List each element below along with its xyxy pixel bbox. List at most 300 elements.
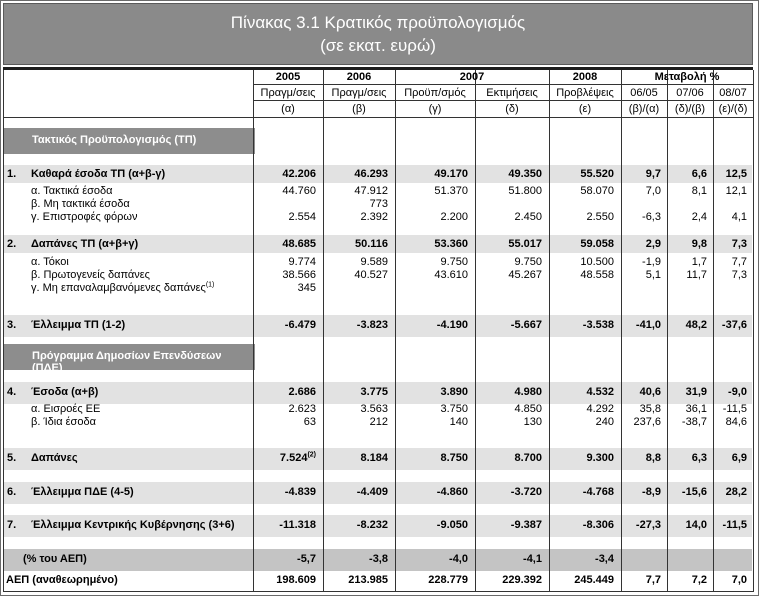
value-text: 8.700 bbox=[514, 452, 542, 464]
value-text: 14,0 bbox=[685, 519, 707, 531]
row-value bbox=[253, 269, 316, 282]
row-label bbox=[31, 211, 137, 224]
value-text: 51.370 bbox=[434, 185, 468, 197]
row-value bbox=[621, 319, 661, 332]
table-left-border bbox=[3, 70, 4, 592]
row-value bbox=[713, 185, 747, 198]
value-text: 40.527 bbox=[354, 269, 388, 281]
value-text: 7.524 bbox=[279, 452, 308, 464]
value-text: 140 bbox=[449, 416, 468, 428]
value-text: -6,3 bbox=[642, 211, 661, 223]
header-sub: 08/07 bbox=[719, 87, 747, 99]
value-text: -3.720 bbox=[510, 486, 542, 498]
row-value bbox=[621, 519, 661, 532]
header-letter: (β)/(α) bbox=[628, 103, 660, 115]
row-label-text: Έλλειμμα Κεντρικής Κυβέρνησης (3+6) bbox=[31, 519, 235, 531]
row-label bbox=[31, 168, 165, 181]
row-value bbox=[549, 238, 614, 251]
row-label bbox=[31, 256, 69, 269]
value-text: 2.550 bbox=[586, 211, 614, 223]
value-text: -11,5 bbox=[722, 403, 747, 415]
header-year: Μεταβολή % bbox=[654, 71, 720, 83]
value-text: -5,7 bbox=[297, 553, 316, 565]
value-text: 8.184 bbox=[360, 452, 388, 464]
value-text: 4,1 bbox=[731, 211, 747, 223]
value-text: 63 bbox=[303, 416, 316, 428]
row-value bbox=[713, 574, 747, 587]
row-value bbox=[323, 574, 388, 587]
row-value bbox=[253, 211, 316, 224]
row-label bbox=[6, 574, 118, 587]
value-text: 48.558 bbox=[580, 269, 614, 281]
value-text: -11,5 bbox=[722, 519, 747, 531]
row-label-text: Έλλειμμα ΤΠ (1-2) bbox=[31, 319, 126, 331]
value-text: 4.292 bbox=[586, 403, 614, 415]
row-number: 7. bbox=[7, 519, 17, 531]
value-text: 4.980 bbox=[514, 386, 542, 398]
value-text: 7,7 bbox=[645, 574, 661, 586]
value-text: 245.449 bbox=[574, 574, 614, 586]
row-label bbox=[31, 185, 113, 198]
row-value bbox=[323, 238, 388, 251]
value-text: 84,6 bbox=[725, 416, 747, 428]
value-text: 228.779 bbox=[428, 574, 468, 586]
value-text: -27,3 bbox=[635, 519, 661, 531]
value-text: -4,1 bbox=[523, 553, 542, 565]
row-value bbox=[395, 386, 468, 399]
row-value bbox=[667, 386, 707, 399]
value-text: -3.538 bbox=[582, 319, 614, 331]
value-text: 4.532 bbox=[586, 386, 614, 398]
row-number: 4. bbox=[7, 386, 17, 398]
row-label-text: ΑΕΠ (αναθεωρημένο) bbox=[6, 574, 118, 586]
budget-table bbox=[3, 70, 753, 592]
value-text: 7,3 bbox=[731, 238, 747, 250]
header-sub: Προβλέψεις bbox=[556, 87, 614, 99]
row-value bbox=[621, 416, 661, 429]
row-value bbox=[549, 486, 614, 499]
row-label bbox=[31, 486, 134, 499]
row-value bbox=[549, 269, 614, 282]
value-text: 2.450 bbox=[514, 211, 542, 223]
row-value bbox=[667, 416, 707, 429]
row-value bbox=[475, 416, 542, 429]
header-bottom-line bbox=[3, 117, 753, 118]
row-label bbox=[31, 198, 130, 211]
row-label-text: γ. Επιστροφές φόρων bbox=[31, 211, 138, 223]
row-value bbox=[395, 452, 468, 465]
value-text: -38,7 bbox=[681, 416, 707, 428]
row-label-text: β. Πρωτογενείς δαπάνες bbox=[31, 269, 150, 281]
row-value bbox=[667, 319, 707, 332]
row-value bbox=[475, 185, 542, 198]
value-text: 213.985 bbox=[348, 574, 388, 586]
value-text: 2,9 bbox=[645, 238, 661, 250]
row-value bbox=[395, 256, 468, 269]
value-text: -8.232 bbox=[356, 519, 388, 531]
row-label-text: α. Εισροές ΕΕ bbox=[31, 403, 101, 415]
value-text: 35,8 bbox=[639, 403, 661, 415]
value-text: -9,0 bbox=[728, 386, 747, 398]
row-value bbox=[549, 519, 614, 532]
value-text: 212 bbox=[369, 416, 388, 428]
row-value bbox=[323, 256, 388, 269]
row-label bbox=[31, 238, 138, 251]
row-value bbox=[323, 553, 388, 566]
row-value bbox=[713, 452, 747, 465]
value-text: 5,1 bbox=[645, 269, 661, 281]
row-label bbox=[31, 416, 96, 429]
value-text: 240 bbox=[595, 416, 614, 428]
row-value bbox=[395, 574, 468, 587]
value-text: 9,7 bbox=[645, 168, 661, 180]
row-label-text: Έσοδα (α+β) bbox=[31, 386, 99, 398]
value-text: 3.890 bbox=[440, 386, 468, 398]
value-text: 12,1 bbox=[725, 185, 747, 197]
value-text: 12,5 bbox=[725, 168, 747, 180]
section-label-tp: Τακτικός Προϋπολογισμός (ΤΠ) bbox=[32, 134, 197, 146]
table-subtitle: (σε εκατ. ευρώ) bbox=[320, 36, 436, 55]
row-value bbox=[395, 519, 468, 532]
row-value bbox=[667, 211, 707, 224]
row-value bbox=[667, 256, 707, 269]
value-text: -4.190 bbox=[436, 319, 468, 331]
value-text: 6,9 bbox=[731, 452, 747, 464]
value-text: 59.058 bbox=[580, 238, 614, 250]
value-text: 2.623 bbox=[288, 403, 316, 415]
row-value bbox=[395, 168, 468, 181]
header-line bbox=[253, 84, 753, 85]
column-divider bbox=[753, 70, 754, 592]
row-label-text: β. Μη τακτικά έσοδα bbox=[31, 198, 130, 210]
row-value bbox=[475, 319, 542, 332]
value-text: -3.823 bbox=[356, 319, 388, 331]
value-text: 198.609 bbox=[276, 574, 316, 586]
row-value bbox=[713, 403, 747, 416]
row-value bbox=[667, 574, 707, 587]
header-line bbox=[253, 100, 753, 101]
row-value bbox=[667, 403, 707, 416]
row-value bbox=[323, 486, 388, 499]
row-number: 2. bbox=[7, 238, 17, 250]
value-text: 2.686 bbox=[288, 386, 316, 398]
row-label bbox=[31, 386, 98, 399]
row-value bbox=[549, 168, 614, 181]
row-value bbox=[323, 211, 388, 224]
row-value bbox=[667, 519, 707, 532]
value-text: 7,0 bbox=[731, 574, 747, 586]
value-text: 9.589 bbox=[360, 256, 388, 268]
header-letter: (δ)/(β) bbox=[674, 103, 706, 115]
value-text: -5.667 bbox=[510, 319, 542, 331]
row-label bbox=[31, 519, 235, 532]
row-value bbox=[395, 238, 468, 251]
row-value bbox=[253, 452, 316, 465]
value-text: 48,2 bbox=[685, 319, 707, 331]
value-text: 36,1 bbox=[685, 403, 707, 415]
value-text: 2.200 bbox=[440, 211, 468, 223]
table-bottom-line bbox=[3, 591, 753, 592]
header-year: 2007 bbox=[459, 71, 485, 83]
header-letter: (β) bbox=[352, 103, 366, 115]
row-value bbox=[621, 574, 661, 587]
value-text: -9.050 bbox=[436, 519, 468, 531]
row-label bbox=[31, 282, 214, 295]
row-value bbox=[253, 185, 316, 198]
value-text: -4.860 bbox=[436, 486, 468, 498]
value-text: 9.750 bbox=[514, 256, 542, 268]
value-text: -9.387 bbox=[510, 519, 542, 531]
row-label bbox=[31, 403, 100, 416]
header-sub: 06/05 bbox=[630, 87, 658, 99]
row-value bbox=[323, 168, 388, 181]
row-value bbox=[475, 238, 542, 251]
row-value bbox=[667, 486, 707, 499]
value-text: 51.800 bbox=[508, 185, 542, 197]
row-value bbox=[395, 553, 468, 566]
value-text: -8,9 bbox=[642, 486, 661, 498]
value-text: 11,7 bbox=[686, 269, 707, 281]
header-sub: Πραγμ/σεις bbox=[260, 87, 316, 99]
value-text: 7,2 bbox=[691, 574, 707, 586]
row-value bbox=[621, 168, 661, 181]
row-value bbox=[621, 452, 661, 465]
value-text: -4.839 bbox=[284, 486, 316, 498]
value-text: 48.685 bbox=[282, 238, 316, 250]
value-text: 53.360 bbox=[434, 238, 468, 250]
footnote-marker: (1) bbox=[205, 281, 215, 289]
header-sub: 07/06 bbox=[676, 87, 704, 99]
row-value bbox=[323, 198, 388, 211]
value-text: 130 bbox=[523, 416, 542, 428]
section-label-pde: Πρόγραμμα Δημοσίων Επενδύσεων (ΠΔΕ) bbox=[32, 350, 222, 374]
row-value bbox=[323, 319, 388, 332]
section-bar-tp bbox=[4, 128, 255, 154]
row-value bbox=[253, 282, 316, 295]
row-value bbox=[621, 386, 661, 399]
row-value bbox=[323, 416, 388, 429]
row-value bbox=[713, 168, 747, 181]
value-text: 3.563 bbox=[360, 403, 388, 415]
value-text: -8.306 bbox=[582, 519, 614, 531]
value-text: 7,7 bbox=[731, 256, 747, 268]
value-text: 49.350 bbox=[508, 168, 542, 180]
header-sub: Πραγμ/σεις bbox=[331, 87, 387, 99]
row-value bbox=[323, 185, 388, 198]
row-value bbox=[549, 403, 614, 416]
header-letter: (ε) bbox=[578, 103, 592, 115]
row-value bbox=[323, 269, 388, 282]
row-value bbox=[621, 185, 661, 198]
row-label-text: α. Τόκοι bbox=[31, 256, 69, 268]
row-value bbox=[549, 256, 614, 269]
row-value bbox=[475, 211, 542, 224]
row-value bbox=[713, 519, 747, 532]
value-text: 58.070 bbox=[580, 185, 614, 197]
value-text: 31,9 bbox=[685, 386, 707, 398]
value-text: 345 bbox=[297, 282, 316, 294]
header-letter: (α) bbox=[281, 103, 295, 115]
row-value bbox=[621, 269, 661, 282]
row-value bbox=[713, 269, 747, 282]
row-value bbox=[549, 386, 614, 399]
row-value bbox=[549, 574, 614, 587]
value-text: 8.750 bbox=[440, 452, 468, 464]
row-value bbox=[549, 211, 614, 224]
row-value bbox=[621, 238, 661, 251]
row-value bbox=[253, 574, 316, 587]
row-value bbox=[253, 403, 316, 416]
value-text: 2.392 bbox=[360, 211, 388, 223]
row-value bbox=[395, 416, 468, 429]
row-label-text: β. Ίδια έσοδα bbox=[31, 416, 96, 428]
header-sub: Προϋπ/σμός bbox=[404, 87, 466, 99]
row-value bbox=[395, 211, 468, 224]
value-text: -1,9 bbox=[642, 256, 661, 268]
row-value bbox=[253, 319, 316, 332]
row-value bbox=[253, 238, 316, 251]
row-value bbox=[395, 403, 468, 416]
value-text: 46.293 bbox=[354, 168, 388, 180]
value-text: 8,1 bbox=[691, 185, 707, 197]
header-letter: (ε)/(δ) bbox=[718, 103, 748, 115]
row-value bbox=[323, 403, 388, 416]
value-text: 2.554 bbox=[288, 211, 316, 223]
value-text: -3,8 bbox=[369, 553, 388, 565]
row-number: 5. bbox=[7, 452, 17, 464]
row-number: 3. bbox=[7, 319, 17, 331]
value-text: 9.300 bbox=[586, 452, 614, 464]
row-number: 1. bbox=[7, 168, 17, 180]
row-value bbox=[475, 452, 542, 465]
row-value bbox=[323, 519, 388, 532]
row-value bbox=[475, 168, 542, 181]
value-text: 237,6 bbox=[633, 416, 661, 428]
value-text: 9.750 bbox=[440, 256, 468, 268]
row-value bbox=[713, 238, 747, 251]
row-value bbox=[621, 211, 661, 224]
row-label-text: Καθαρά έσοδα ΤΠ (α+β-γ) bbox=[31, 168, 166, 180]
row-value bbox=[621, 403, 661, 416]
value-text: -11.318 bbox=[279, 519, 316, 531]
value-text: 7,0 bbox=[645, 185, 661, 197]
row-label-text: γ. Μη επαναλαμβανόμενες δαπάνες bbox=[31, 282, 206, 294]
value-text: 10.500 bbox=[580, 256, 614, 268]
row-value bbox=[549, 553, 614, 566]
row-value bbox=[549, 452, 614, 465]
row-value bbox=[713, 256, 747, 269]
row-label-text: (% του ΑΕΠ) bbox=[23, 553, 87, 565]
row-value bbox=[549, 416, 614, 429]
value-text: 2,4 bbox=[691, 211, 707, 223]
row-value bbox=[713, 211, 747, 224]
header-letter: (δ) bbox=[505, 103, 519, 115]
value-text: -37,6 bbox=[721, 319, 747, 331]
value-text: 773 bbox=[369, 198, 388, 210]
row-value bbox=[621, 256, 661, 269]
row-value bbox=[549, 319, 614, 332]
row-value bbox=[475, 574, 542, 587]
row-value bbox=[667, 168, 707, 181]
row-number: 6. bbox=[7, 486, 17, 498]
value-text: 4.850 bbox=[514, 403, 542, 415]
row-value bbox=[253, 553, 316, 566]
value-text: -3,4 bbox=[595, 553, 614, 565]
value-text: -4.409 bbox=[356, 486, 388, 498]
row-value bbox=[395, 269, 468, 282]
row-value bbox=[253, 519, 316, 532]
row-value bbox=[395, 486, 468, 499]
row-value bbox=[475, 269, 542, 282]
value-text: -6.479 bbox=[284, 319, 316, 331]
row-value bbox=[667, 269, 707, 282]
value-text: 3.750 bbox=[440, 403, 468, 415]
value-text: 1,7 bbox=[691, 256, 707, 268]
value-text: 50.116 bbox=[354, 238, 388, 250]
value-text: 43.610 bbox=[434, 269, 468, 281]
row-value bbox=[667, 238, 707, 251]
value-text: 47.912 bbox=[354, 185, 388, 197]
table-title-box bbox=[3, 3, 753, 65]
value-text: -4.768 bbox=[582, 486, 614, 498]
value-text: 229.392 bbox=[502, 574, 542, 586]
value-text: 40,6 bbox=[639, 386, 661, 398]
row-label-text: α. Τακτικά έσοδα bbox=[31, 185, 113, 197]
value-text: 6,3 bbox=[691, 452, 707, 464]
row-value bbox=[475, 403, 542, 416]
row-label bbox=[23, 553, 87, 566]
value-text: 44.760 bbox=[282, 185, 316, 197]
row-value bbox=[475, 519, 542, 532]
row-value bbox=[475, 256, 542, 269]
row-value bbox=[253, 168, 316, 181]
header-letter: (γ) bbox=[428, 103, 442, 115]
value-text: -41,0 bbox=[635, 319, 661, 331]
value-text: 9.774 bbox=[288, 256, 316, 268]
row-value bbox=[713, 486, 747, 499]
value-text: 38.566 bbox=[282, 269, 316, 281]
header-year: 2005 bbox=[275, 71, 301, 83]
value-text: 49.170 bbox=[434, 168, 468, 180]
row-value bbox=[549, 185, 614, 198]
row-value bbox=[253, 486, 316, 499]
row-value bbox=[395, 319, 468, 332]
header-sub: Εκτιμήσεις bbox=[486, 87, 538, 99]
row-label bbox=[31, 319, 125, 332]
value-text: -4,0 bbox=[449, 553, 468, 565]
row-label bbox=[31, 269, 150, 282]
row-value bbox=[253, 416, 316, 429]
row-value bbox=[395, 185, 468, 198]
value-text: 3.775 bbox=[360, 386, 388, 398]
value-text: 45.267 bbox=[508, 269, 542, 281]
value-text: 6,6 bbox=[691, 168, 707, 180]
row-value bbox=[475, 386, 542, 399]
row-label-text: Δαπάνες bbox=[31, 452, 78, 464]
row-value bbox=[621, 486, 661, 499]
row-value bbox=[713, 416, 747, 429]
value-text: 42.206 bbox=[282, 168, 316, 180]
value-text: -15,6 bbox=[681, 486, 707, 498]
value-text: 7,3 bbox=[731, 269, 747, 281]
row-label bbox=[31, 452, 78, 465]
footnote-marker: (2) bbox=[307, 451, 316, 459]
value-text: 9,8 bbox=[691, 238, 707, 250]
row-value bbox=[475, 486, 542, 499]
row-value bbox=[475, 553, 542, 566]
row-value bbox=[713, 386, 747, 399]
row-value bbox=[323, 386, 388, 399]
